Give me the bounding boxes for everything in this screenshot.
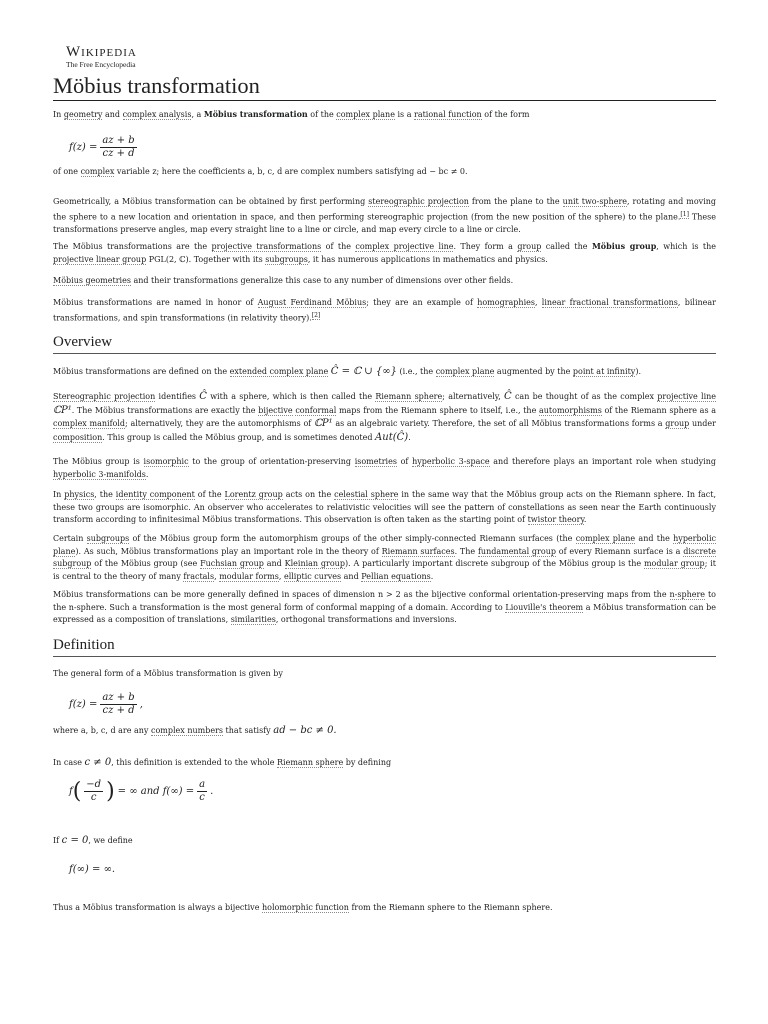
definition-block-1 (53, 668, 716, 681)
link-fractals[interactable]: fractals (183, 571, 215, 581)
link-linear-fractional-transformations[interactable]: linear fractional transformations (541, 298, 678, 307)
overview-paragraph-6: Möbius transformations can be more generally defined in spaces of dimension n > 2 as the bijective conformal orientation-preserving maps from the n-sphere to the n-sphere. Such a transformation is the most general form of conformal mapping of a domain. According to Liouville's theorem a Möbius transformation can be expressed as a composition of translations, similarities, orthogonal transformations and inversions. (53, 590, 716, 624)
section-heading-definition: Definition (53, 636, 716, 657)
intro-paragraph-2: of one complex variable z; here the coefficients a, b, c, d are complex numbers satisfying ad − bc ≠ 0. (53, 167, 468, 176)
link-mobius-geometries[interactable]: Möbius geometries (53, 276, 131, 285)
overview-block-3 (53, 456, 716, 481)
link-fundamental-group[interactable]: fundamental group (477, 546, 556, 556)
intro-block-3 (53, 196, 716, 236)
link-liouvilles-theorem[interactable]: Liouville's theorem (505, 602, 584, 612)
section-heading-overview: Overview (53, 333, 716, 354)
overview-block-5 (53, 533, 716, 583)
link-hyperbolic-3-manifolds[interactable]: hyperbolic 3-manifolds (53, 469, 146, 479)
logo-tagline: The Free Encyclopedia (66, 60, 136, 69)
definition-paragraph-4: If c = 0, we define (53, 835, 133, 846)
definition-heading-block (53, 636, 716, 657)
definition-block-4 (53, 835, 716, 848)
link-modular-group[interactable]: modular group (643, 559, 705, 568)
overview-paragraph-5: Certain subgroups of the Möbius group form the automorphism groups of the other simply-connected Riemann surfaces (the complex plane and the hyperbolic plane). As such, Möbius transformations play an important role in the theory of Riemann surfaces. The fundamental group of every Riemann surface is a discrete subgroup of the Möbius group (see Fuchsian group and Kleinian group). A particularly important discrete subgroup of the Möbius group is the modular group; it is central to the theory of many fractals, modular forms, elliptic curves and Pellian equations. (53, 534, 717, 581)
overview-block-4 (53, 489, 716, 527)
intro-block-6 (53, 297, 716, 325)
link-geometry[interactable]: geometry (63, 110, 103, 119)
article (53, 44, 717, 912)
link-identity-component[interactable]: identity component (115, 490, 195, 499)
link-homographies[interactable]: homographies (477, 298, 535, 307)
link-complex-projective-line[interactable]: complex projective line (355, 242, 454, 251)
link-riemann-sphere[interactable]: Riemann sphere (375, 392, 443, 401)
intro-block-2 (53, 166, 716, 179)
overview-paragraph-2: Stereographic projection identifies Ĉ with a sphere, which is then called the Riemann sphere; alternatively, Ĉ can be thought of as the complex projective line ℂP¹. The Möbius transformations are exactly the bijective conformal maps from the Riemann sphere to itself, i.e., the automorphisms of the Riemann sphere as a complex manifold; alternatively, they are the automorphisms of ℂP¹ as an algebraic variety. Therefore, the set of all Möbius transformations forms a group under composition. This group is called the Möbius group, and is sometimes denoted Aut(Ĉ). (53, 391, 717, 443)
link-physics[interactable]: physics (64, 490, 95, 499)
link-lorentz-group[interactable]: Lorentz group (224, 490, 283, 499)
definition-block-2 (53, 725, 716, 738)
overview-paragraph-4: In physics, the identity component of the Lorentz group acts on the celestial sphere in the same way that the Möbius group acts on the Riemann sphere. In fact, these two groups are isomorphic. An observer who accelerates to relativistic velocities will see the pattern of constellations as seen near the Earth continuously transform according to infinitesimal Möbius transformations. This observation is often taken as the starting point of twistor theory. (53, 490, 716, 524)
link-subgroups-2[interactable]: subgroups (86, 534, 130, 543)
intro-block-5 (53, 275, 716, 288)
intro-paragraph-4: The Möbius transformations are the projective transformations of the complex projective line. They form a group called the Möbius group, which is the projective linear group PGL(2, ℂ). Together with its subgroups, it has numerous applications in mathematics and physics. (53, 241, 717, 264)
link-complex-plane-2[interactable]: complex plane (435, 367, 495, 376)
link-composition[interactable]: composition (53, 432, 103, 442)
page-title: Möbius transformation (53, 73, 716, 101)
definition-paragraph-5: Thus a Möbius transformation is always a bijective holomorphic function from the Riemann sphere to the Riemann sphere. (53, 903, 553, 912)
overview-paragraph-3: The Möbius group is isomorphic to the group of orientation-preserving isometries of hyperbolic 3-space and therefore plays an important role when studying hyperbolic 3-manifolds. (53, 457, 716, 479)
link-hyperbolic-plane[interactable]: hyperbolic plane (53, 534, 717, 556)
overview-block-1 (53, 366, 716, 379)
intro-formula: f(z) = $\frac{az + b}{cz + d}$ (69, 135, 135, 159)
link-similarities[interactable]: similarities (230, 615, 276, 624)
link-fuchsian-group[interactable]: Fuchsian group (200, 559, 264, 568)
link-pellian-equations[interactable]: Pellian equations (361, 571, 431, 581)
link-conformal[interactable]: conformal (295, 405, 337, 415)
link-complex-manifold[interactable]: complex manifold (53, 419, 126, 428)
reference-2[interactable]: [2] (311, 311, 321, 319)
intro-paragraph-5: Möbius geometries and their transformations generalize this case to any number of dimensions over other fields. (53, 276, 514, 285)
link-group[interactable]: group (517, 242, 542, 251)
link-discrete-subgroup[interactable]: discrete subgroup (53, 546, 716, 568)
wikipedia-logo[interactable] (66, 44, 716, 69)
overview-heading-block (53, 333, 716, 354)
intro-section (53, 108, 716, 122)
link-riemann-surfaces[interactable]: Riemann surfaces (381, 546, 455, 556)
definition-paragraph-2: where a, b, c, d are any complex numbers that satisfy ad − bc ≠ 0. (53, 725, 337, 736)
link-complex[interactable]: complex (80, 167, 115, 176)
link-celestial-sphere[interactable]: celestial sphere (334, 490, 399, 499)
link-holomorphic-function[interactable]: holomorphic function (261, 903, 349, 912)
link-elliptic-curves[interactable]: elliptic curves (283, 571, 342, 581)
link-riemann-sphere-2[interactable]: Riemann sphere (277, 758, 344, 767)
overview-paragraph-1: Möbius transformations are defined on the extended complex plane Ĉ = ℂ ∪ {∞} (i.e., the complex plane augmented by the point at infinity). (53, 366, 641, 377)
link-automorphisms[interactable]: automorphisms (538, 405, 602, 415)
link-projective-transformations[interactable]: projective transformations (211, 242, 322, 251)
link-unit-two-sphere[interactable]: unit two-sphere (562, 197, 628, 206)
definition-paragraph-3: In case c ≠ 0, this definition is extended to the whole Riemann sphere by defining (53, 757, 392, 768)
link-complex-plane-3[interactable]: complex plane (575, 534, 636, 543)
link-complex-numbers[interactable]: complex numbers (150, 726, 224, 735)
link-projective-linear-group[interactable]: projective linear group (53, 254, 147, 264)
link-group-2[interactable]: group (665, 419, 690, 428)
link-kleinian-group[interactable]: Kleinian group (284, 559, 345, 568)
link-point-at-infinity[interactable]: point at infinity (572, 367, 636, 376)
link-rational-function[interactable]: rational function (414, 110, 482, 119)
link-complex-plane[interactable]: complex plane (336, 110, 395, 119)
definition-paragraph-1: The general form of a Möbius transformation is given by (53, 669, 283, 678)
link-n-sphere[interactable]: n-sphere (669, 590, 706, 599)
link-bijective[interactable]: bijective (258, 405, 293, 415)
reference-1[interactable]: [1] (680, 210, 689, 218)
definition-formula-1: f(z) = $\frac{az + b}{cz + d}$ , (69, 692, 143, 716)
definition-block-5 (53, 902, 716, 915)
link-projective-line[interactable]: projective line (657, 392, 717, 401)
intro-paragraph-6: Möbius transformations are named in honor of August Ferdinand Möbius; they are an example of homographies, linear fractional transformations, bilinear transformations, and spin transformations (in relativity theory).[2] (53, 298, 716, 323)
link-complex-analysis[interactable]: complex analysis (122, 110, 192, 119)
link-stereographic-projection[interactable]: stereographic projection (368, 197, 469, 206)
intro-paragraph-1: In geometry and complex analysis, a Möbius transformation of the complex plane is a rational function of the form (53, 109, 530, 119)
intro-paragraph-3: Geometrically, a Möbius transformation can be obtained by first performing stereographic projection from the plane to the unit two-sphere, rotating and moving the sphere to a new location and orientation in space, and then performing stereographic projection (from the new position of the sphere) to the plane.[1] These transformations preserve angles, map every straight line to a line or circle, and map every circle to a line or circle. (53, 197, 717, 234)
definition-formula-3: f(∞) = ∞. (69, 864, 116, 875)
link-august-ferdinand-mobius[interactable]: August Ferdinand Möbius (257, 298, 367, 307)
link-twistor-theory[interactable]: twistor theory (527, 515, 584, 524)
definition-block-3 (53, 757, 716, 770)
logo-wordmark: Wikipedia (66, 44, 137, 60)
link-subgroups[interactable]: subgroups (265, 254, 308, 264)
link-isometries[interactable]: isometries (354, 457, 397, 466)
link-hyperbolic-3-space[interactable]: hyperbolic 3-space (412, 457, 490, 466)
overview-block-6 (53, 589, 716, 627)
overview-block-2 (53, 390, 716, 444)
definition-formula-2: f ( $\frac{-d}{c}$ ) = ∞ and f(∞) = $\frac{a}{c}$ . (69, 778, 214, 804)
link-stereographic-projection-2[interactable]: Stereographic projection (53, 392, 156, 401)
intro-block-4 (53, 240, 716, 266)
link-modular-forms[interactable]: modular forms (219, 571, 279, 581)
link-isomorphic[interactable]: isomorphic (143, 457, 189, 466)
link-extended-complex-plane[interactable]: extended complex plane (229, 367, 329, 376)
